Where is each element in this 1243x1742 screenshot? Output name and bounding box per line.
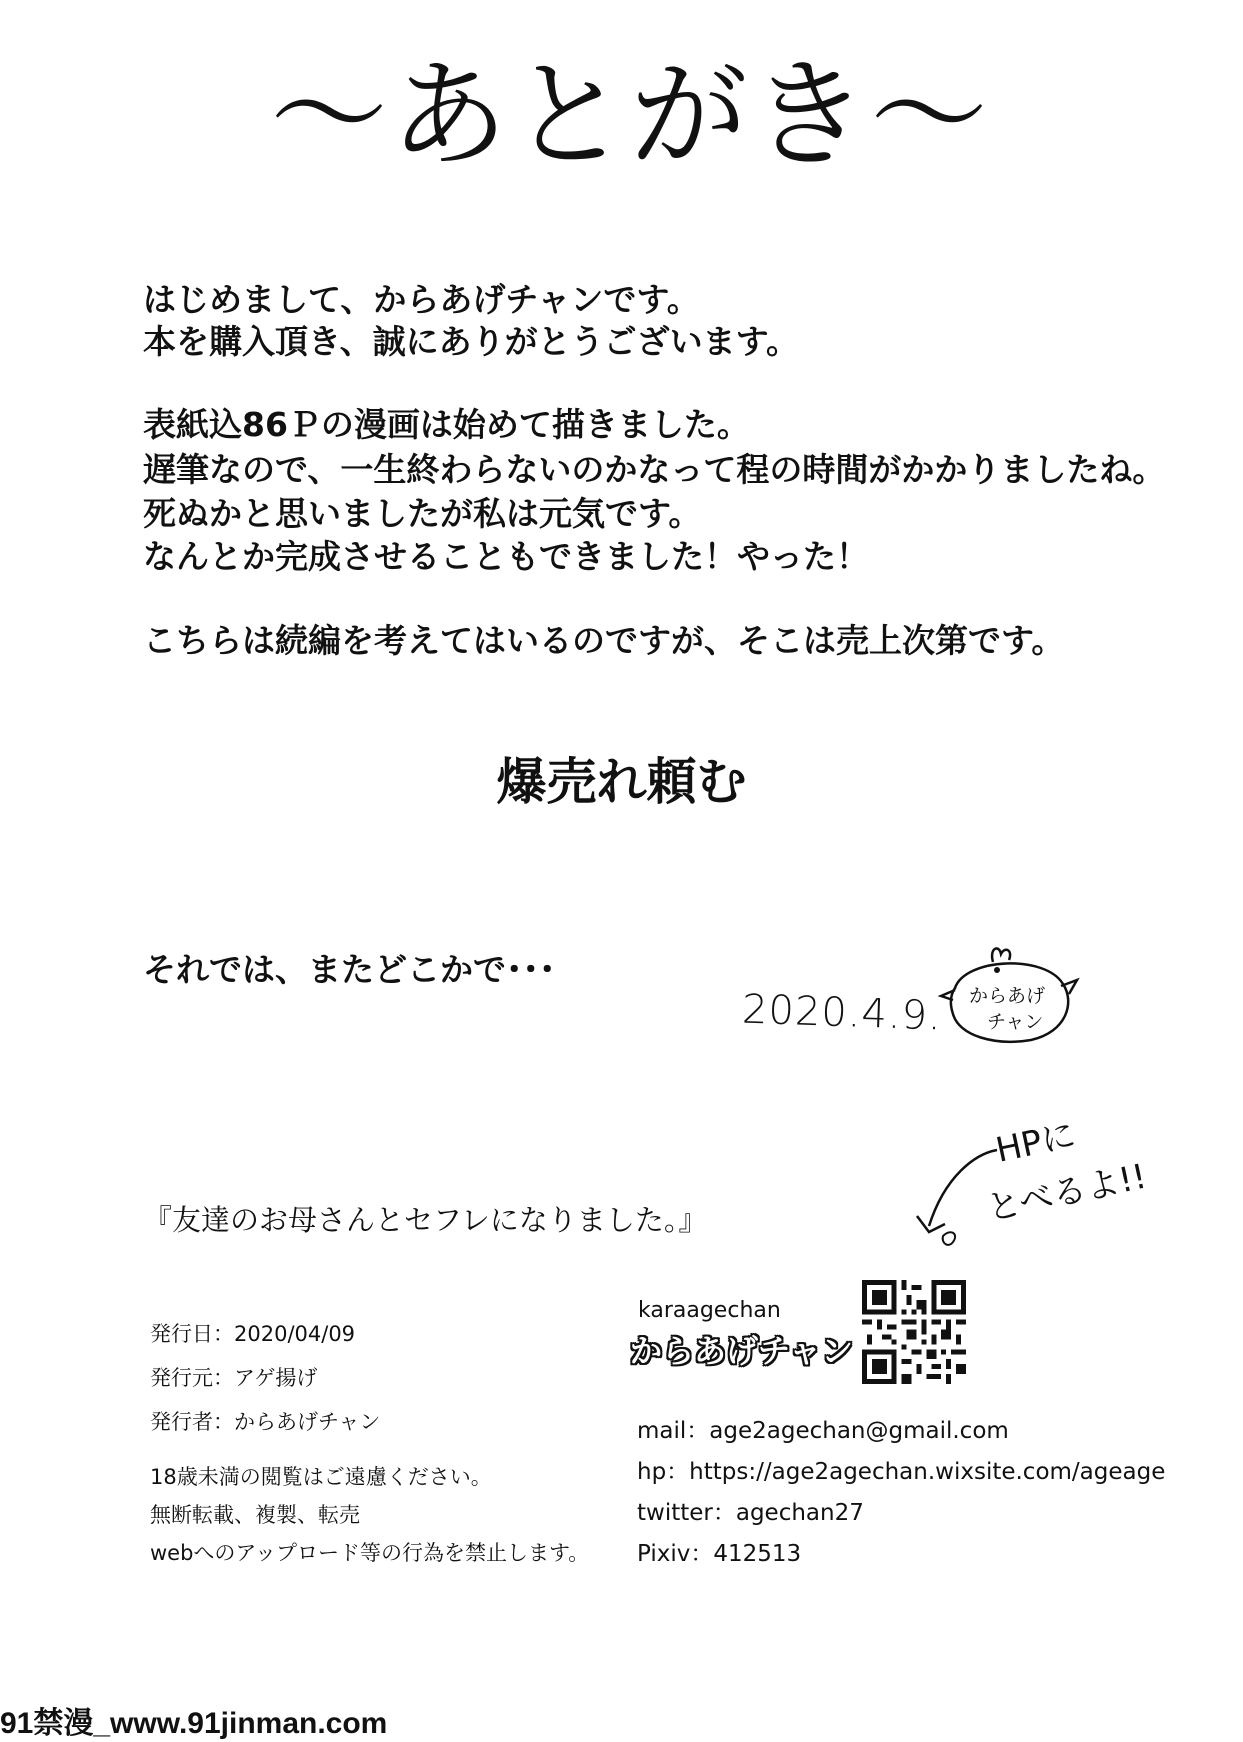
signature-name-bottom: チャン [987, 1011, 1044, 1033]
emphasis-text: 爆売れ頼む [496, 753, 747, 811]
body-line-6: なんとか完成させることもできました！やった！ [143, 537, 869, 576]
issuer: 発行者：からあげチャン [150, 1410, 381, 1434]
body-line-3: 表紙込86Ｐの漫画は始めて描きました。 [143, 405, 750, 444]
notice-line-2: 無断転載、複製、転売 [150, 1503, 360, 1527]
note-hp: HPに [992, 1115, 1080, 1171]
signature-name-top: からあげ [969, 985, 1046, 1007]
signature-date: 2020.4.9. [741, 986, 943, 1040]
author-romaji: karaagechan [638, 1298, 781, 1323]
contact-pixiv[interactable]: Pixiv：412513 [637, 1541, 802, 1567]
contact-mail[interactable]: mail：age2agechan@gmail.com [637, 1418, 1009, 1444]
body-line-2: 本を購入頂き、誠にありがとうございます。 [143, 322, 800, 361]
contact-hp[interactable]: hp：https://age2agechan.wixsite.com/ageage [637, 1459, 1166, 1485]
watermark: 91禁漫_www.91jinman.com [0, 1707, 388, 1740]
issue-date: 発行日：2020/04/09 [150, 1322, 356, 1346]
notice-line-1: 18歳未満の閲覧はご遠慮ください。 [150, 1465, 492, 1489]
body-line-7: こちらは続編を考えてはいるのですが、そこは売上次第です。 [143, 621, 1065, 660]
qr-code-icon[interactable] [862, 1280, 966, 1384]
chick-mascot-icon [935, 940, 1085, 1050]
closing-text: それでは、またどこかで･･･ [143, 950, 556, 989]
body-line-4: 遅筆なので、一生終わらないのかなって程の時間がかかりましたね。 [143, 450, 1166, 489]
publisher: 発行元：アゲ揚げ [150, 1366, 318, 1390]
contact-twitter[interactable]: twitter：agechan27 [637, 1500, 864, 1526]
author-logo: からあげチャン [630, 1332, 854, 1370]
note-jump: とべるよ!! [983, 1156, 1151, 1230]
notice-line-3: webへのアップロード等の行為を禁止します。 [150, 1541, 590, 1565]
body-line-5: 死ぬかと思いましたが私は元気です。 [143, 494, 702, 533]
page-title: 〜あとがき〜 [270, 46, 991, 184]
body-line-1: はじめまして、からあげチャンです。 [143, 280, 700, 319]
book-title: 『友達のお母さんとセフレになりました。』 [143, 1203, 708, 1237]
